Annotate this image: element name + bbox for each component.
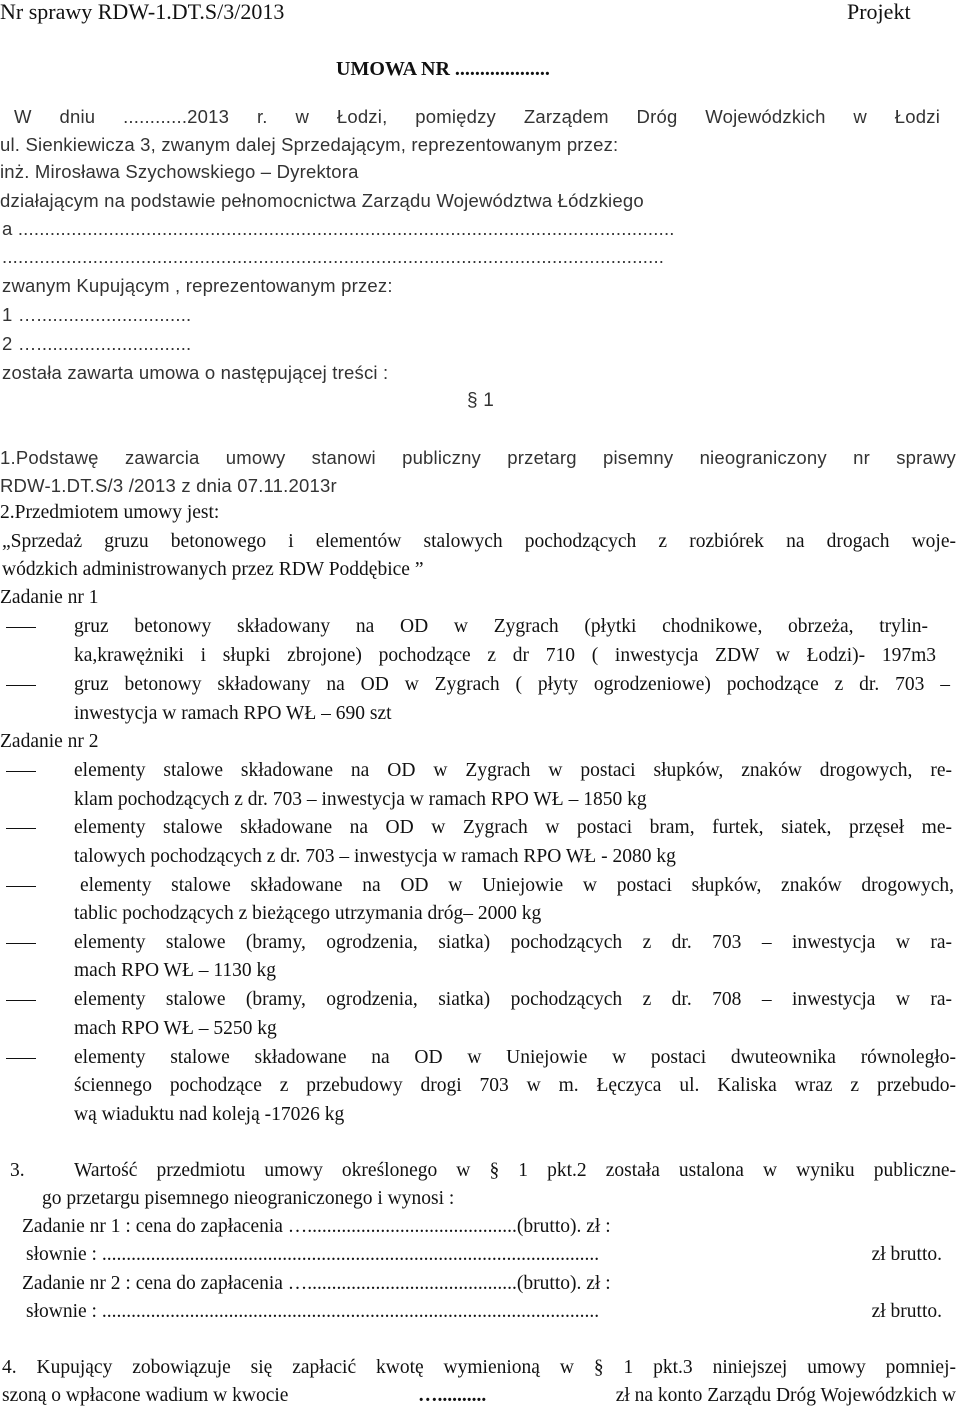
paragraph-3-line-1: Wartość przedmiotu umowy określonego w § 1 pkt.2 została ustalona w wyniku publiczne- [74, 1160, 956, 1181]
list-bullet [6, 943, 36, 944]
task-2-item-1-line-1: elementy stalowe składowane na OD w Zygrach w postaci słupków, znaków drogowych, re- [74, 760, 952, 781]
list-bullet [6, 886, 36, 887]
section-symbol: § 1 [467, 390, 495, 411]
task-1-label: Zadanie nr 1 [0, 587, 99, 608]
price-task-1-in-words [26, 1244, 942, 1266]
intro-line-10: została zawarta umowa o następującej treści : [2, 362, 389, 383]
intro-line-6: ............................................................................................................................ [2, 246, 665, 267]
price-currency: zł brutto. [871, 1244, 942, 1265]
task-2-item-6-line-3: wą wiaduktu nad koleją -17026 kg [74, 1104, 345, 1125]
task-2-item-2-line-1: elementy stalowe składowane na OD w Zygrach w postaci bram, furtek, siatek, przęseł me- [74, 817, 952, 838]
price-task-2: Zadanie nr 2 : cena do zapłacenia …...........................................(brutto). zł : [22, 1273, 611, 1294]
intro-line-3: inż. Mirosława Szychowskiego – Dyrektora [0, 161, 359, 182]
deposit-amount-blank: ….......... [417, 1385, 487, 1406]
list-bullet [6, 1058, 36, 1059]
task-2-item-3-line-2: tablic pochodzących z bieżącego utrzymania dróg– 2000 kg [74, 903, 542, 924]
price-in-words-blank: słownie : ...................................................................................................... [26, 1301, 600, 1322]
task-2-item-6-line-2: ściennego pochodzące z przebudowy drogi 703 w m. Łęczyca ul. Kaliska wraz z przebudo- [74, 1075, 956, 1096]
price-in-words-blank: słownie : ...................................................................................................... [26, 1244, 600, 1265]
paragraph-1-line-2: RDW-1.DT.S/3 /2013 z dnia 07.11.2013r [0, 475, 337, 496]
intro-line-2: ul. Sienkiewicza 3, zwanym dalej Sprzedającym, reprezentowanym przez: [0, 134, 619, 155]
paragraph-3-line-2: go przetargu pisemnego nieograniczonego i wynosi : [42, 1188, 455, 1209]
paragraph-1-line-1: 1.Podstawę zawarcia umowy stanowi publiczny przetarg pisemny nieograniczony nr sprawy [0, 447, 956, 468]
intro-line-9: 2 …............................. [2, 333, 192, 354]
task-1-item-2-line-1: gruz betonowy składowany na OD w Zygrach ( płyty ogrodzeniowe) pochodzące z dr. 703 – [74, 674, 950, 695]
task-2-item-6-line-1: elementy stalowe składowane na OD w Uniejowie w postaci dwuteownika równoległo- [74, 1047, 956, 1068]
task-2-item-4-line-1: elementy stalowe (bramy, ogrodzenia, siatka) pochodzących z dr. 703 – inwestycja w ra- [74, 932, 952, 953]
task-2-item-5-line-1: elementy stalowe (bramy, ogrodzenia, siatka) pochodzących z dr. 708 – inwestycja w ra- [74, 989, 952, 1010]
intro-line-1: W dniu ............2013 r. w Łodzi, pomiędzy Zarządem Dróg Wojewódzkich w Łodzi [14, 106, 940, 127]
task-2-item-5-line-2: mach RPO WŁ – 5250 kg [74, 1018, 277, 1039]
list-bullet [6, 627, 36, 628]
task-2-item-2-line-2: talowych pochodzących z dr. 703 – inwestycja w ramach RPO WŁ - 2080 kg [74, 846, 676, 867]
task-2-item-4-line-2: mach RPO WŁ – 1130 kg [74, 960, 277, 981]
intro-line-4: działającym na podstawie pełnomocnictwa Zarządu Województwa Łódzkiego [0, 190, 644, 211]
list-bullet [6, 685, 36, 686]
task-2-item-3-line-1: elementy stalowe składowane na OD w Uniejowie w postaci słupków, znaków drogowych, [80, 875, 954, 896]
task-1-item-1-line-1: gruz betonowy składowany na OD w Zygrach (płytki chodnikowe, obrzeża, trylin- [74, 616, 928, 637]
price-task-1: Zadanie nr 1 : cena do zapłacenia …...........................................(brutto). zł : [22, 1216, 611, 1237]
document-status: Projekt [847, 0, 911, 24]
task-1-item-1-line-2: ka,krawężniki i słupki zbrojone) pochodzące z dr 710 ( inwestycja ZDW w Łodzi)- 197m3 [74, 645, 936, 666]
list-bullet [6, 828, 36, 829]
deposit-text: szoną o wpłacone wadium w kwocie [2, 1385, 289, 1406]
paragraph-4-line-1: 4. Kupujący zobowiązuje się zapłacić kwotę wymienioną w § 1 pkt.3 niniejszej umowy pomniej- [2, 1357, 956, 1378]
task-2-item-1-line-2: klam pochodzących z dr. 703 – inwestycja w ramach RPO WŁ – 1850 kg [74, 789, 647, 810]
task-2-label: Zadanie nr 2 [0, 731, 99, 752]
price-currency: zł brutto. [871, 1301, 942, 1322]
paragraph-3-number: 3. [10, 1160, 25, 1181]
list-bullet [6, 771, 36, 772]
intro-line-8: 1 …............................. [2, 304, 192, 325]
paragraph-4-line-2 [2, 1385, 956, 1407]
subject-line-2: wódzkich administrowanych przez RDW Poddębice ” [2, 559, 424, 580]
intro-line-5: a ........................................................................................................................... [2, 218, 675, 239]
intro-line-7: zwanym Kupującym , reprezentowanym przez: [2, 275, 393, 296]
task-1-item-2-line-2: inwestycja w ramach RPO WŁ – 690 szt [74, 703, 392, 724]
deposit-account-text: zł na konto Zarządu Dróg Wojewódzkich w [615, 1385, 956, 1406]
price-task-2-in-words [26, 1301, 942, 1323]
subject-line-1: „Sprzedaż gruzu betonowego i elementów stalowych pochodzących z rozbiórek na drogach woje- [2, 531, 956, 552]
contract-title: UMOWA NR ................... [336, 58, 550, 80]
list-bullet [6, 1000, 36, 1001]
case-number: Nr sprawy RDW-1.DT.S/3/2013 [0, 0, 285, 24]
paragraph-2-heading: 2.Przedmiotem umowy jest: [0, 502, 220, 523]
